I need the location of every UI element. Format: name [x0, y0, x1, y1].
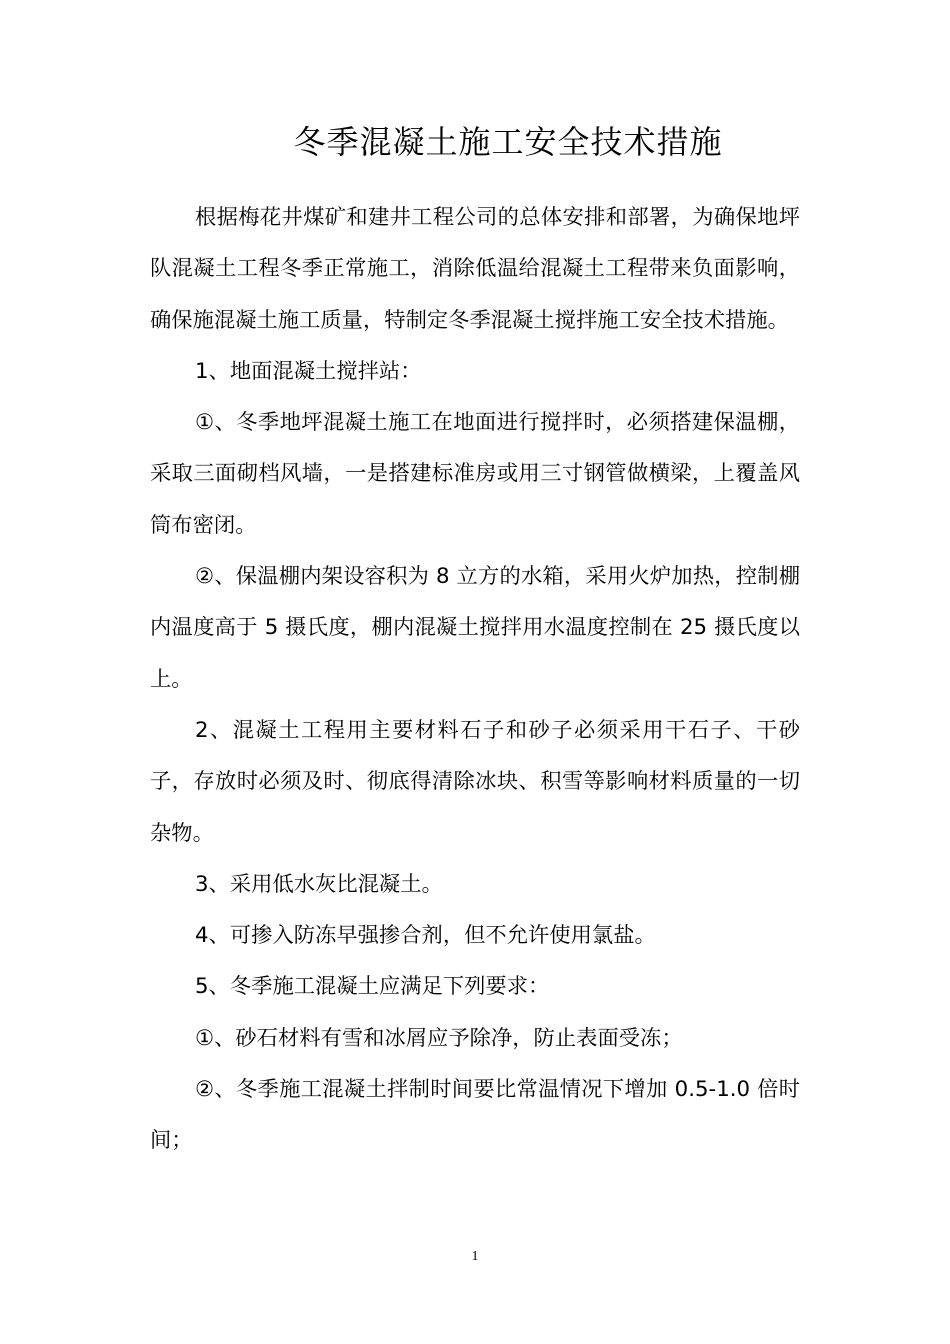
paragraph-item-5-2: ②、冬季施工混凝土拌制时间要比常温情况下增加 0.5-1.0 倍时间； [150, 1077, 800, 1154]
paragraph-item-1-2: ②、保温棚内架设容积为 8 立方的水箱，采用火炉加热，控制棚内温度高于 5 摄氏度，棚内混凝土搅拌用水温度控制在 25 摄氏度以上。 [150, 564, 800, 692]
page-number: 1 [471, 1249, 479, 1264]
paragraph-item-1-1: ①、冬季地坪混凝土施工在地面进行搅拌时，必须搭建保温棚，采取三面砌档风墙，一是搭建标准房或用三寸钢管做横梁，上覆盖风筒布密闭。 [150, 410, 800, 538]
paragraph-intro: 根据梅花井煤矿和建井工程公司的总体安排和部署，为确保地坪队混凝土工程冬季正常施工，消除低温给混凝土工程带来负面影响，确保施混凝土施工质量，特制定冬季混凝土搅拌施工安全技术措施。 [150, 205, 800, 333]
paragraph-item-5-1: ①、砂石材料有雪和冰屑应予除净，防止表面受冻； [195, 1025, 683, 1051]
paragraph-section-3: 3、采用低水灰比混凝土。 [195, 871, 443, 897]
paragraph-section-4: 4、可掺入防冻早强掺合剂，但不允许使用氯盐。 [195, 923, 656, 949]
paragraph-section-5-heading: 5、冬季施工混凝土应满足下列要求： [195, 974, 550, 1000]
paragraph-section-2: 2、混凝土工程用主要材料石子和砂子必须采用干石子、干砂子，存放时必须及时、彻底得清除冰块、积雪等影响材料质量的一切杂物。 [150, 717, 800, 846]
paragraph-section-1-heading: 1、地面混凝土搅拌站： [195, 358, 422, 384]
document-body [150, 192, 800, 1167]
document-title: 冬季混凝土施工安全技术措施 [293, 123, 723, 161]
